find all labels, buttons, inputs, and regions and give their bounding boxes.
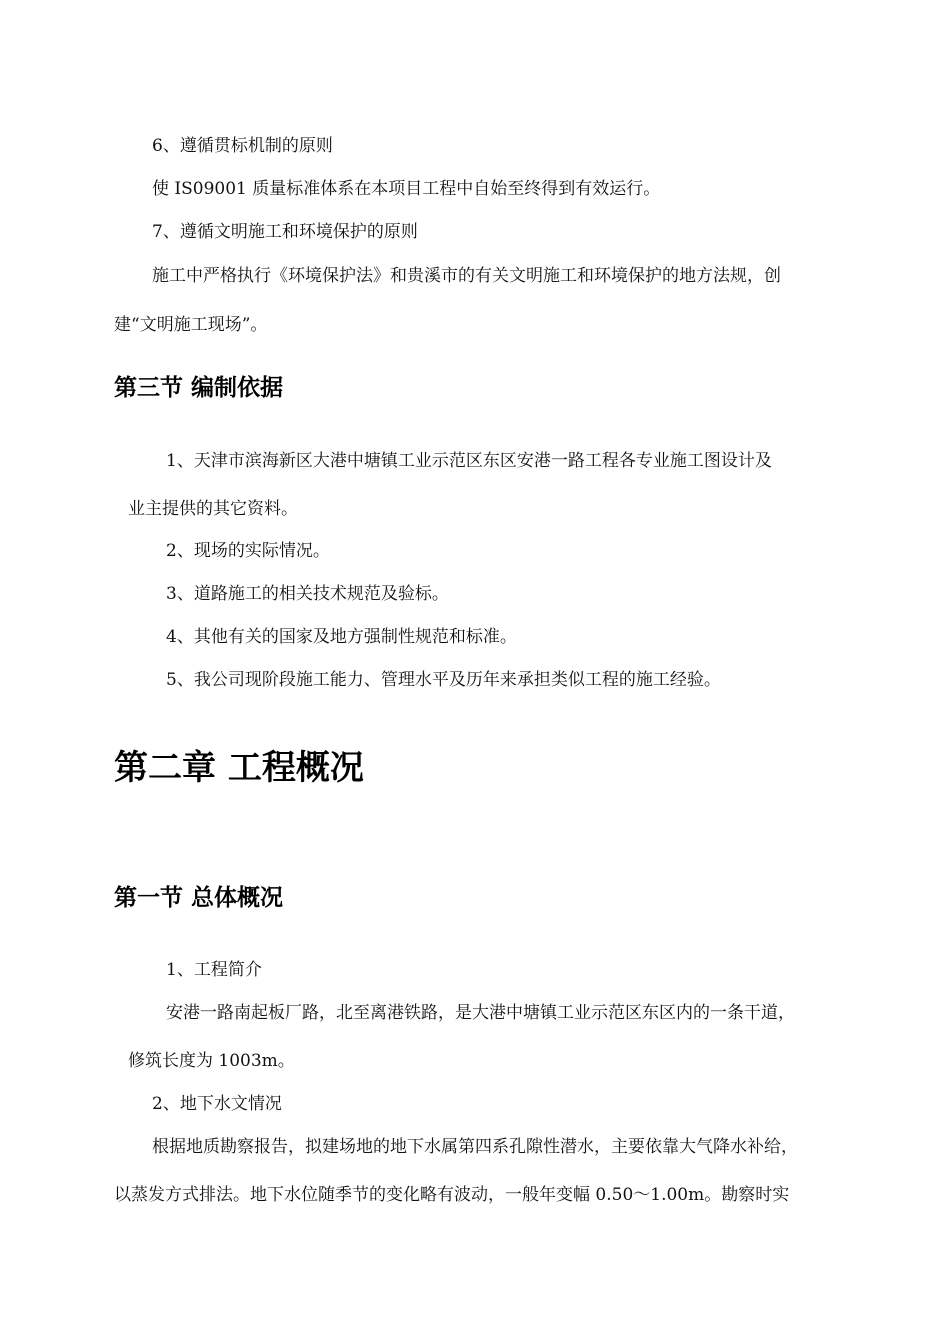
basis-item-3: 3、道路施工的相关技术规范及验标。 [166, 584, 449, 604]
section-3-title: 第三节 编制依据 [114, 375, 284, 401]
overview-item-2: 2、地下水文情况 [152, 1094, 282, 1114]
groundwater-line2: 以蒸发方式排法。地下水位随季节的变化略有波动，一般年变幅 0.50～1.00m。勘察时实 [114, 1185, 790, 1205]
basis-item-4: 4、其他有关的国家及地方强制性规范和标准。 [166, 627, 517, 647]
section-1-title: 第一节 总体概况 [114, 885, 284, 911]
overview-intro-line2: 修筑长度为 1003m。 [128, 1051, 295, 1071]
basis-item-5: 5、我公司现阶段施工能力、管理水平及历年来承担类似工程的施工经验。 [166, 670, 721, 690]
paragraph-iso9001: 使 IS09001 质量标准体系在本项目工程中自始至终得到有效运行。 [152, 179, 661, 199]
basis-item-1-line2: 业主提供的其它资料。 [128, 499, 298, 519]
basis-item-1-line1: 1、天津市滨海新区大港中塘镇工业示范区东区安港一路工程各专业施工图设计及 [166, 451, 772, 471]
paragraph-principle-6: 6、遵循贯标机制的原则 [152, 136, 333, 156]
basis-item-2: 2、现场的实际情况。 [166, 541, 330, 561]
paragraph-principle-7: 7、遵循文明施工和环境保护的原则 [152, 222, 418, 242]
chapter-2-title: 第二章 工程概况 [114, 748, 364, 788]
paragraph-environment-line2: 建“文明施工现场”。 [114, 315, 268, 335]
overview-intro-line1: 安港一路南起板厂路，北至离港铁路，是大港中塘镇工业示范区东区内的一条干道， [166, 1003, 795, 1023]
paragraph-environment-line1: 施工中严格执行《环境保护法》和贵溪市的有关文明施工和环境保护的地方法规，创 [152, 266, 781, 286]
groundwater-line1: 根据地质勘察报告，拟建场地的地下水属第四系孔隙性潜水，主要依靠大气降水补给， [152, 1137, 798, 1157]
overview-item-1: 1、工程简介 [166, 960, 262, 980]
